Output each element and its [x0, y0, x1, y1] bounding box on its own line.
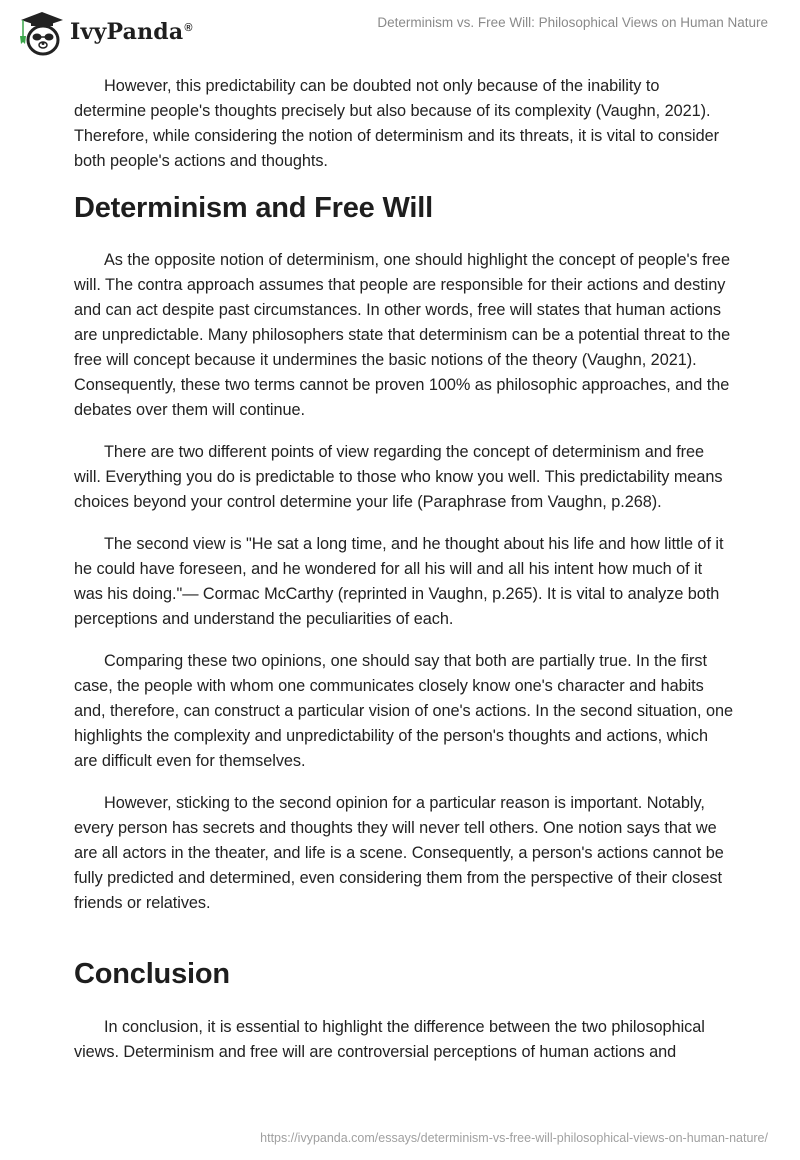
- section-heading-determinism-free-will: Determinism and Free Will: [74, 192, 433, 224]
- section-heading-conclusion: Conclusion: [74, 958, 230, 990]
- intro-section: [74, 74, 734, 191]
- conclusion-section: [74, 1015, 734, 1082]
- document-title: Determinism vs. Free Will: Philosophical Views on Human Nature: [377, 15, 768, 30]
- paragraph: However, sticking to the second opinion for a particular reason is important. Notably, every person has secrets and thoughts they will never tell others. One notion says that we are all actors in the theater, and life is a scene. Consequently, a person's actions cannot be fully predicted and determined, even considering them from the perspective of their closest friends or relatives.: [74, 794, 724, 912]
- source-url[interactable]: https://ivypanda.com/essays/determinism-vs-free-will-philosophical-views-on-human-nature/: [260, 1131, 768, 1145]
- paragraph: The second view is "He sat a long time, and he thought about his life and how little of it he could have foreseen, and he wondered for all his will and all his intent how much of it was his doing."— Cormac McCarthy (reprinted in Vaughn, p.265). It is vital to analyze both perceptions and understand the peculiarities of each.: [74, 535, 724, 628]
- paragraph: However, this predictability can be doubted not only because of the inability to determine people's thoughts precisely but also because of its complexity (Vaughn, 2021). Therefore, while considering the notion of determinism and its threats, it is vital to consider both people's actions and thoughts.: [74, 77, 720, 170]
- determinism-section: [74, 248, 734, 933]
- paragraph: There are two different points of view regarding the concept of determinism and free will. Everything you do is predictable to those who know you well. This predictability means choices beyond your control determine your life (Paraphrase from Vaughn, p.268).: [74, 443, 723, 511]
- logo-text: IvyPanda®: [70, 19, 193, 45]
- paragraph: As the opposite notion of determinism, one should highlight the concept of people's free will. The contra approach assumes that people are responsible for their actions and destiny and can act despite past circumstances. In other words, free will states that human actions are unpredictable. Many philosophers state that determinism can be a potential threat to the free will concept because it undermines the basic notions of the theory (Vaughn, 2021). Consequently, these two terms cannot be proven 100% as philosophic approaches, and the debates over them will continue.: [74, 251, 731, 419]
- page-header: [0, 0, 800, 64]
- registered-mark: ®: [184, 21, 193, 34]
- paragraph: Comparing these two opinions, one should say that both are partially true. In the first case, the people with whom one communicates closely know one's character and habits and, therefore, can construct a particular vision of one's actions. In the second situation, one highlights the complexity and unpredictability of the person's thoughts and actions, which are difficult even for themselves.: [74, 652, 733, 770]
- panda-graduate-icon: [18, 8, 64, 56]
- ivypanda-logo[interactable]: [18, 8, 193, 56]
- paragraph: In conclusion, it is essential to highlight the difference between the two philosophical views. Determinism and free will are controversial perceptions of human actions and: [74, 1018, 705, 1061]
